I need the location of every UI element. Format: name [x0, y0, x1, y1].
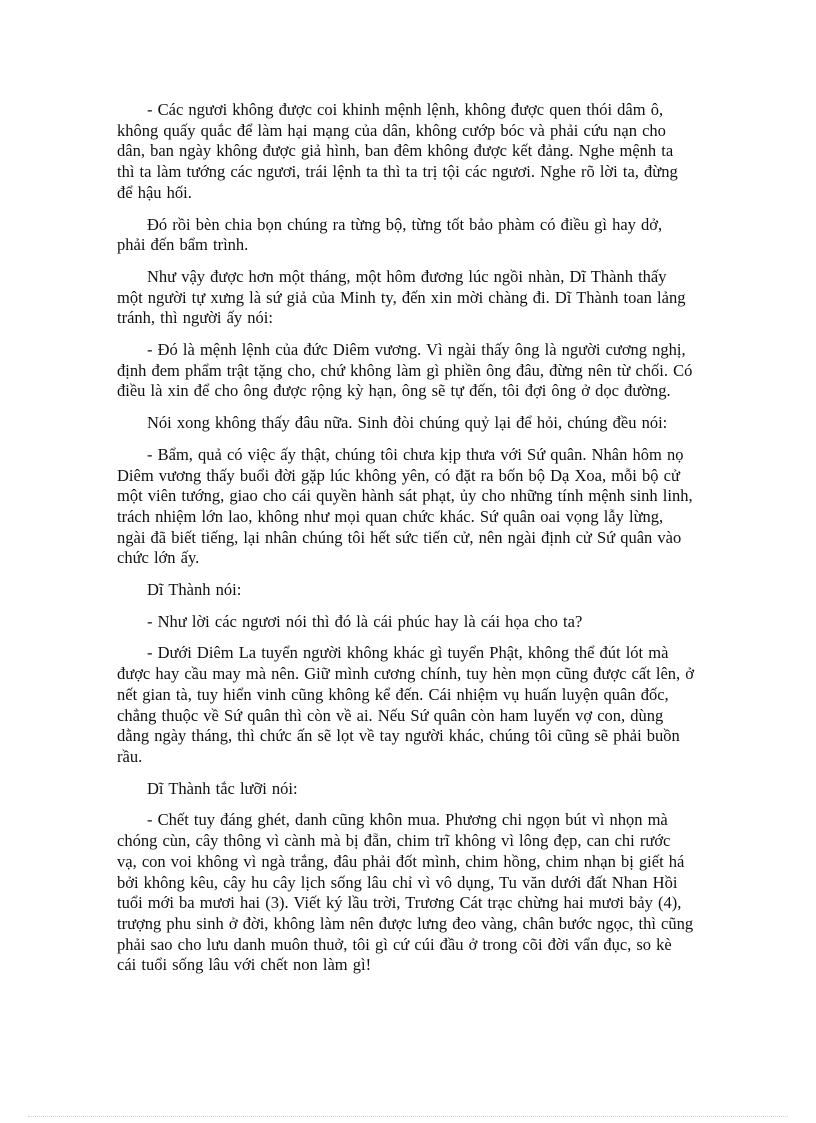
document-body — [117, 100, 695, 987]
paragraph-11: - Chết tuy đáng ghét, danh cũng khôn mua. Phương chi ngọn bút vì nhọn mà chóng cùn, cây thông vì cành mà bị đẵn, chim trĩ không vì lông đẹp, can chi rước vạ, con voi không vì ngà trắng, đâu phải đốt mình, chim hồng, chim nhạn bị giết há bởi không kêu, cây hu cây lịch sống lâu chỉ vì vô dụng, Tu văn dưới đất Nhan Hồi tuổi mới ba mươi hai (3). Viết ký lầu trời, Trương Cát trạc chừng hai mươi bảy (4), trượng phu sinh ở đời, không làm nên được lưng đeo vàng, chân bước ngọc, thì cũng phải sao cho lưu danh muôn thuở, tôi gì cứ cúi đầu ở trong cõi đời vẩn đục, so kè cái tuổi sống lâu với chết non làm gì! — [117, 810, 694, 975]
paragraph-3: Như vậy được hơn một tháng, một hôm đương lúc ngồi nhàn, Dĩ Thành thấy một người tự xưng là sứ giả của Minh ty, đến xin mời chàng đi. Dĩ Thành toan lảng tránh, thì người ấy nói: — [117, 266, 686, 328]
paragraph-8: - Như lời các ngươi nói thì đó là cái phúc hay là cái họa cho ta? — [147, 611, 583, 631]
paragraph-6: - Bẩm, quả có việc ấy thật, chúng tôi chưa kịp thưa với Sứ quân. Nhân hôm nọ Diêm vương thấy buổi đời gặp lúc không yên, có đặt ra bốn bộ Dạ Xoa, mỗi bộ cử một viên tướng, giao cho cái quyền hành sát phạt, ủy cho những tính mệnh sinh linh, trách nhiệm lớn lao, không như mọi quan chức khác. Sứ quân oai vọng lẫy lừng, ngài đã biết tiếng, lại nhân chúng tôi hết sức tiến cử, nên ngài định cử Sứ quân vào chức lớn ấy. — [117, 444, 693, 568]
paragraph-4: - Đó là mệnh lệnh của đức Diêm vương. Vì ngài thấy ông là người cương nghị, định đem phẩm trật tặng cho, chứ không làm gì phiền ông đâu, đừng nên từ chối. Có điều là xin để cho ông được rộng kỳ hạn, ông sẽ tự đến, tôi đợi ông ở dọc đường. — [117, 340, 693, 401]
paragraph-2: Đó rồi bèn chia bọn chúng ra từng bộ, từng tốt bảo phàm có điều gì hay dở, phải đến bẩm trình. — [117, 214, 663, 255]
paragraph-5: Nói xong không thấy đâu nữa. Sinh đòi chúng quỷ lại để hỏi, chúng đều nói: — [147, 413, 668, 433]
paragraph-9: - Dưới Diêm La tuyển người không khác gì tuyển Phật, không thể đút lót mà được hay cầu may mà nên. Giữ mình cương chính, tuy hèn mọn cũng được cất lên, ở nết gian tà, tuy hiển vinh cũng không kể đến. Cái nhiệm vụ huấn luyện quân đốc, chẳng thuộc về Sứ quân thì còn về ai. Nếu Sứ quân còn ham luyến vợ con, dùng dằng ngày tháng, thì chức ấn sẽ lọt về tay người khác, chúng tôi cũng sẽ phải buồn rầu. — [117, 643, 695, 766]
page-bottom-divider — [28, 1116, 788, 1117]
paragraph-10: Dĩ Thành tắc lưỡi nói: — [147, 778, 298, 798]
paragraph-1: - Các ngươi không được coi khinh mệnh lệnh, không được quen thói dâm ô, không quấy quắc để làm hại mạng của dân, không cướp bóc và phải cứu nạn cho dân, ban ngày không được giả hình, ban đêm không được kết đảng. Nghe mệnh ta thì ta làm tướng các ngươi, trái lệnh ta thì ta trị tội các ngươi. Nghe rõ lời ta, đừng để hậu hối. — [117, 100, 678, 202]
paragraph-7: Dĩ Thành nói: — [147, 580, 242, 600]
